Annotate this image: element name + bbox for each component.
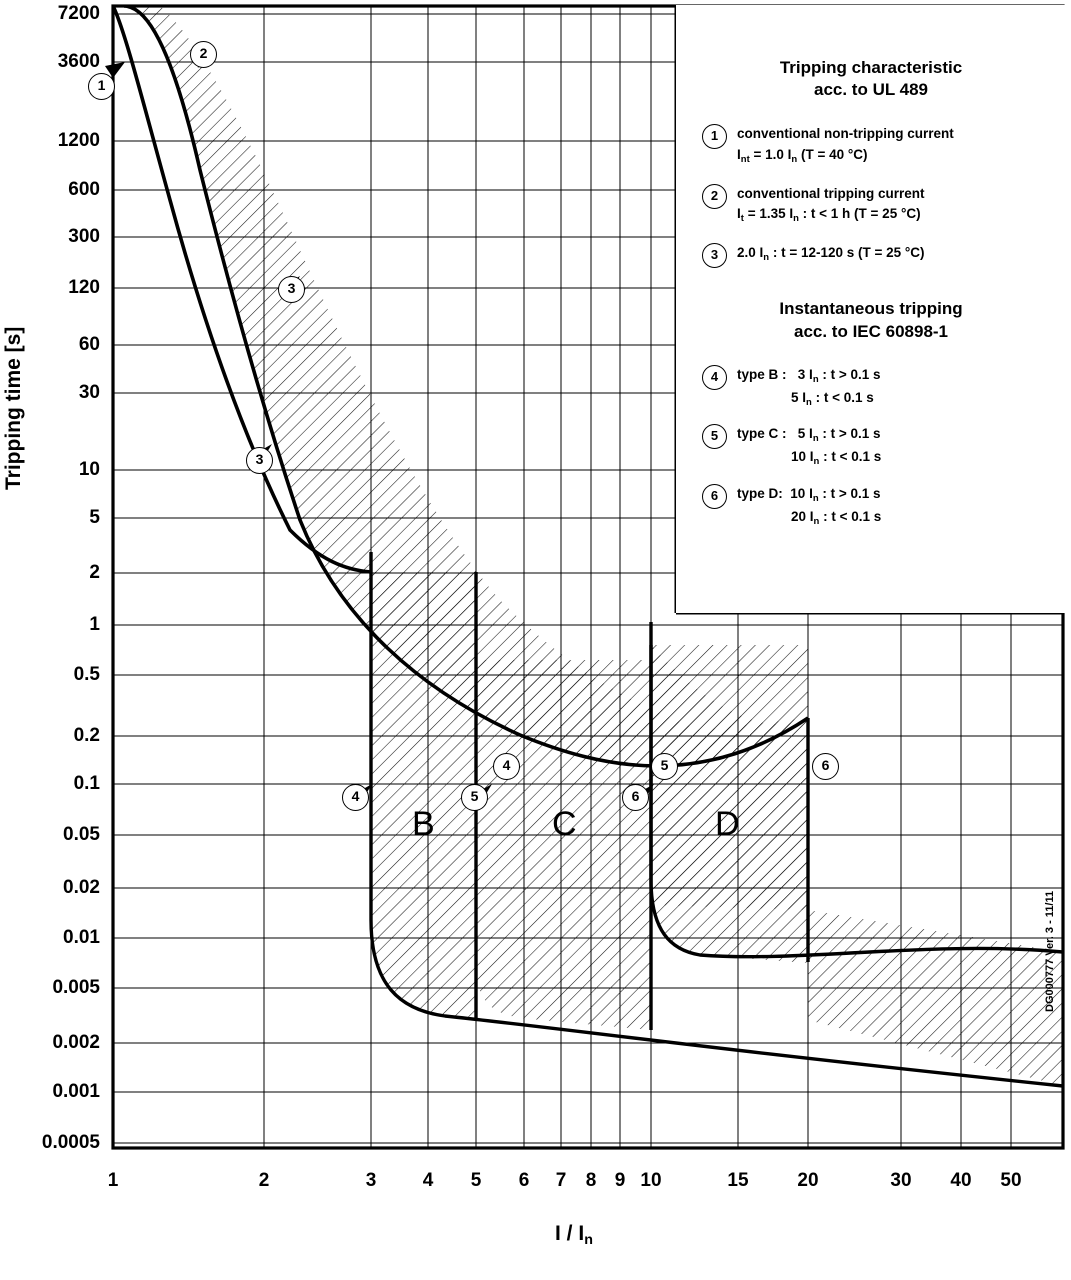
legend-item-2-post: = 1.35 I — [743, 206, 794, 222]
ytick-0-1: 0.1 — [73, 773, 100, 794]
legend-item-6-r1-sub: n — [812, 492, 819, 504]
legend-item-2-i: I — [737, 206, 741, 222]
legend-item-1-end: (T = 40 °C) — [797, 146, 868, 162]
legend-item-4-r2 — [791, 388, 881, 411]
ytick-120: 120 — [68, 277, 100, 298]
legend-item-1 — [676, 124, 1066, 168]
marker-6-a[interactable]: 6 — [812, 753, 839, 780]
legend-text-4 — [737, 365, 881, 410]
legend-item-2 — [676, 184, 1066, 228]
legend-item-6-type: type D: — [737, 485, 783, 501]
x-axis-label-main: I / I — [555, 1222, 585, 1245]
zone-c-region — [476, 660, 651, 1030]
xtick-40: 40 — [950, 1170, 972, 1191]
ytick-0-001: 0.001 — [52, 1081, 100, 1102]
legend-item-5-r1-mult: 5 I — [797, 426, 813, 442]
legend-item-4-r2-mult: 5 I — [791, 389, 807, 405]
legend-panel — [676, 5, 1066, 613]
ytick-1: 1 — [89, 614, 100, 635]
xtick-2: 2 — [258, 1170, 270, 1191]
legend-item-2-sub: t — [740, 213, 744, 225]
legend-item-6-r1-cond: : t > 0.1 s — [818, 485, 881, 501]
legend-callout-5: 5 — [702, 424, 727, 449]
xtick-50: 50 — [1000, 1170, 1022, 1191]
legend-item-6-r1 — [787, 485, 881, 504]
ytick-0-5: 0.5 — [73, 664, 100, 685]
zone-label-d: D — [715, 805, 740, 843]
xtick-7: 7 — [555, 1170, 567, 1191]
legend-item-6-r1-mult: 10 I — [790, 485, 813, 501]
xtick-4: 4 — [422, 1170, 434, 1191]
legend-item-5-r2 — [791, 447, 881, 470]
legend-title-iec-line1: Instantaneous tripping — [779, 299, 963, 319]
legend-text-6 — [737, 484, 881, 529]
zone-label-c: C — [552, 805, 577, 843]
xtick-9: 9 — [614, 1170, 626, 1191]
legend-title-ul-line2: acc. to UL 489 — [813, 80, 929, 100]
legend-rows-ul — [676, 124, 1066, 268]
legend-item-4-r1 — [790, 367, 881, 386]
legend-item-4-r1-cond: : t > 0.1 s — [818, 367, 881, 383]
ytick-2: 2 — [89, 562, 100, 583]
zone-label-b: B — [412, 805, 435, 843]
legend-item-1-i: I — [737, 146, 741, 162]
legend-item-5-r2-mult: 10 I — [791, 449, 814, 465]
marker-3-b[interactable]: 3 — [246, 447, 273, 474]
legend-callout-1: 1 — [702, 124, 727, 149]
marker-4-a[interactable]: 4 — [493, 753, 520, 780]
legend-item-5-r2-cond: : t < 0.1 s — [819, 449, 882, 465]
legend-item-1-post: = 1.0 I — [749, 146, 792, 162]
legend-title-ul-line1: Tripping characteristic — [779, 58, 963, 77]
xtick-1: 1 — [107, 1170, 119, 1191]
ytick-0-0005: 0.0005 — [41, 1132, 100, 1153]
legend-item-3 — [676, 243, 1066, 268]
marker-1[interactable]: 1 — [88, 73, 115, 100]
y-axis-label: Tripping time [s] — [2, 326, 25, 490]
legend-text-2 — [737, 184, 925, 228]
legend-item-3-pre: 2.0 I — [737, 245, 764, 261]
ytick-60: 60 — [78, 334, 100, 355]
legend-item-2-line1: conventional tripping current — [737, 185, 925, 201]
legend-item-6-r2-mult: 20 I — [791, 508, 814, 524]
legend-item-4-r2-cond: : t < 0.1 s — [811, 389, 874, 405]
ytick-0-02: 0.02 — [63, 877, 100, 898]
legend-item-4-type: type B : — [737, 367, 787, 383]
legend-item-3-post: : t = 12-120 s (T = 25 °C) — [769, 245, 925, 261]
legend-item-5-r1-cond: : t > 0.1 s — [818, 426, 881, 442]
legend-item-1-line2 — [737, 145, 954, 168]
x-axis-label-sub: n — [584, 1231, 593, 1248]
legend-text-3 — [737, 243, 925, 266]
legend-title-ul — [676, 57, 1066, 102]
xtick-15: 15 — [727, 1170, 749, 1191]
ytick-7200: 7200 — [57, 3, 100, 24]
legend-item-6-r2-sub: n — [813, 515, 820, 527]
marker-2[interactable]: 2 — [190, 41, 217, 68]
legend-text-5 — [737, 424, 881, 469]
xtick-5: 5 — [470, 1170, 482, 1191]
xtick-20: 20 — [797, 1170, 819, 1191]
drawing-code: DG000777 Ver. 3 - 11/11 — [1044, 890, 1056, 1012]
legend-item-3-sub: n — [763, 252, 770, 264]
marker-5-a[interactable]: 5 — [651, 753, 678, 780]
xtick-8: 8 — [585, 1170, 597, 1191]
xtick-3: 3 — [365, 1170, 377, 1191]
legend-title-iec — [676, 298, 1066, 343]
marker-3-a[interactable]: 3 — [278, 276, 305, 303]
ytick-300: 300 — [68, 226, 100, 247]
legend-title-iec-line2: acc. to IEC 60898-1 — [793, 321, 949, 341]
legend-item-5-r1 — [790, 426, 881, 445]
ytick-0-01: 0.01 — [63, 927, 100, 948]
legend-item-1-sub2: n — [791, 153, 798, 165]
ytick-3600: 3600 — [57, 51, 100, 72]
legend-item-4-r1-sub: n — [812, 374, 819, 386]
legend-item-2-sub2: n — [793, 213, 799, 225]
legend-item-2-end: : t < 1 h (T = 25 °C) — [798, 206, 921, 222]
legend-item-6-r2-cond: : t < 0.1 s — [819, 508, 882, 524]
legend-item-2-line2 — [737, 204, 925, 227]
legend-item-1-sub: nt — [740, 153, 750, 165]
legend-item-1-line1: conventional non-tripping current — [737, 125, 954, 141]
legend-item-6 — [676, 484, 1066, 529]
legend-text-1 — [737, 124, 954, 168]
ytick-0-005: 0.005 — [52, 977, 100, 998]
marker-6-b[interactable]: 6 — [622, 784, 649, 811]
legend-item-5-type: type C : — [737, 426, 787, 442]
legend-callout-6: 6 — [702, 484, 727, 509]
ytick-10: 10 — [78, 459, 100, 480]
ytick-600: 600 — [68, 179, 100, 200]
legend-item-4-r1-mult: 3 I — [797, 367, 813, 383]
legend-item-5-r1-sub: n — [812, 433, 819, 445]
ytick-0-002: 0.002 — [52, 1032, 100, 1053]
ytick-1200: 1200 — [57, 130, 100, 151]
ytick-5: 5 — [89, 507, 100, 528]
legend-callout-2: 2 — [702, 184, 727, 209]
legend-item-4-r2-sub: n — [806, 396, 812, 408]
xtick-30: 30 — [890, 1170, 912, 1191]
x-axis-label — [555, 1222, 593, 1248]
legend-callout-3: 3 — [702, 243, 727, 268]
legend-item-5-r2-sub: n — [813, 456, 820, 468]
ytick-30: 30 — [78, 382, 100, 403]
legend-callout-4: 4 — [702, 365, 727, 390]
ytick-0-05: 0.05 — [63, 824, 100, 845]
legend-item-5 — [676, 424, 1066, 469]
xtick-6: 6 — [518, 1170, 530, 1191]
legend-item-4 — [676, 365, 1066, 410]
marker-4-b[interactable]: 4 — [342, 784, 369, 811]
legend-rows-iec — [676, 365, 1066, 529]
ytick-0-2: 0.2 — [73, 725, 100, 746]
xtick-10: 10 — [640, 1170, 662, 1191]
marker-5-b[interactable]: 5 — [461, 784, 488, 811]
legend-item-6-r2 — [791, 507, 881, 530]
